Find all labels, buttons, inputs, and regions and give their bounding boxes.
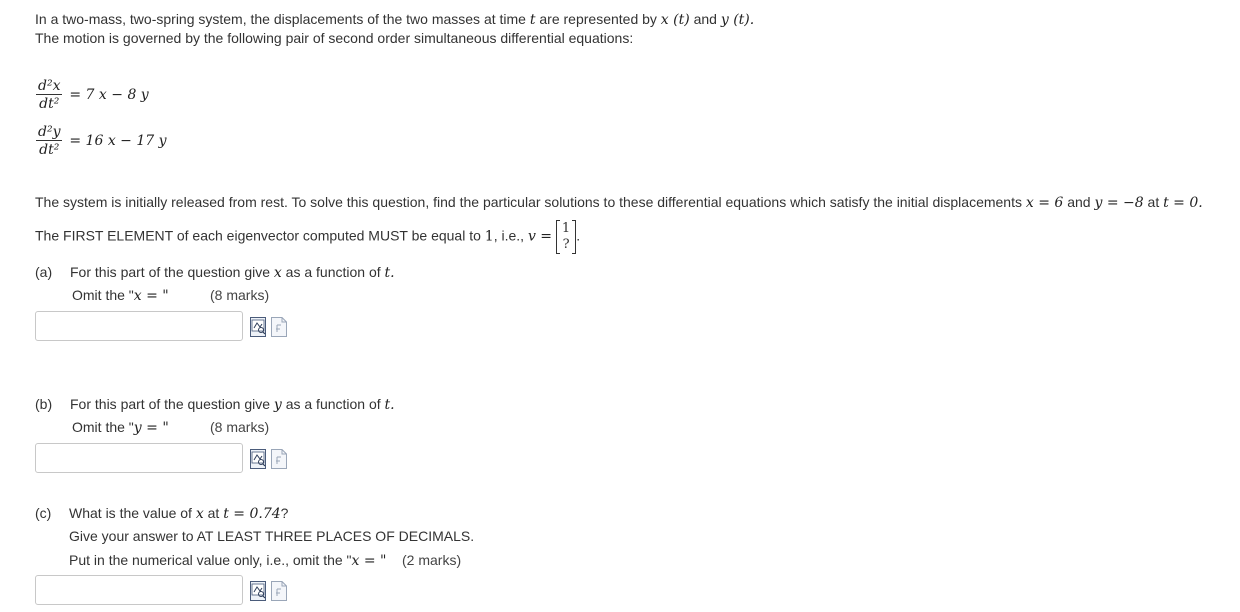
conditions-text: at: [1143, 194, 1164, 210]
part-a-answer-input[interactable]: [35, 311, 243, 341]
conditions-text: and: [1063, 194, 1095, 210]
preview-icon[interactable]: [250, 581, 266, 601]
var-t: t.: [384, 265, 395, 281]
var-x: x: [195, 506, 204, 522]
eq1-numerator: d²x: [38, 78, 61, 94]
var-t: t.: [384, 397, 395, 413]
var-xt: x (t): [660, 12, 690, 28]
intro-line-2: The motion is governed by the following pair of second order simultaneous differential equations:: [35, 30, 634, 46]
equation-2: [36, 124, 167, 159]
var-y: y: [273, 397, 282, 413]
part-a-omit: [72, 287, 169, 304]
part-b-question: [70, 396, 395, 413]
part-c-text: What is the value of: [69, 505, 196, 521]
omit-text: = ": [359, 553, 387, 569]
formula-editor-icon[interactable]: [271, 317, 287, 337]
part-b-omit: [72, 419, 169, 436]
y-initial: y = −8: [1094, 195, 1144, 211]
intro-text: In a two-mass, two-spring system, the displacements of the two masses at time: [35, 11, 530, 27]
formula-editor-icon[interactable]: [271, 581, 287, 601]
eq2-denominator: dt²: [39, 142, 60, 158]
eq1-denominator: dt²: [39, 96, 60, 112]
omit-text: = ": [141, 288, 169, 304]
preview-icon[interactable]: [250, 449, 266, 469]
x-initial: x = 6: [1025, 195, 1064, 211]
part-a-question: [70, 264, 395, 281]
part-c-answer-input[interactable]: [35, 575, 243, 605]
eigen-top: 1: [561, 221, 571, 236]
part-a-text: as a function of: [281, 264, 385, 280]
var-x: x: [273, 265, 282, 281]
part-b-answer-input[interactable]: [35, 443, 243, 473]
part-c-text: ?: [280, 505, 289, 521]
part-a-label: (a): [35, 264, 53, 280]
intro-text: are represented by: [535, 11, 661, 27]
intro-line-1: [35, 11, 754, 28]
eigen-bottom: ?: [562, 237, 570, 252]
part-b-text: as a function of: [281, 396, 385, 412]
part-b-text: For this part of the question give: [70, 396, 274, 412]
eigen-text: The FIRST ELEMENT of each eigenvector computed MUST be equal to: [35, 227, 485, 244]
var-x: x: [351, 553, 360, 569]
part-c-text: at: [203, 505, 224, 521]
omit-text: Put in the numerical value only, i.e., omit the ": [69, 552, 352, 568]
eq1-fraction: [36, 78, 62, 113]
formula-editor-icon[interactable]: [271, 449, 287, 469]
eigen-dot: .: [576, 227, 581, 244]
var-yt: y (t).: [720, 12, 755, 28]
omit-text: Omit the ": [72, 419, 134, 435]
eigen-one: 1: [484, 228, 494, 245]
t-initial: t = 0.: [1163, 195, 1203, 211]
eq1-rhs: = 7 x − 8 y: [69, 87, 149, 104]
eigenvector-note: [35, 220, 580, 254]
preview-icon[interactable]: [250, 317, 266, 337]
var-t: t: [529, 12, 536, 28]
part-c-question: [69, 505, 288, 522]
eigenvector-matrix: [556, 220, 576, 254]
part-c-label: (c): [35, 505, 52, 521]
eq2-rhs: = 16 x − 17 y: [69, 133, 167, 150]
eigen-v: v =: [527, 228, 553, 245]
part-c-precision: Give your answer to AT LEAST THREE PLACES OF DECIMALS.: [69, 528, 475, 544]
eigen-text: , i.e.,: [493, 227, 528, 244]
part-b-label: (b): [35, 396, 53, 412]
part-c-omit: [69, 552, 387, 569]
initial-conditions: [35, 194, 1203, 211]
eq2-numerator: d²y: [38, 124, 61, 140]
part-a-marks: (8 marks): [210, 287, 270, 303]
part-a-text: For this part of the question give: [70, 264, 274, 280]
omit-text: Omit the ": [72, 287, 134, 303]
conditions-text: The system is initially released from rest. To solve this question, find the particular solutions to these differential equations which satisfy the initial displacements: [35, 194, 1026, 210]
eq2-fraction: [36, 124, 62, 159]
omit-text: = ": [141, 420, 169, 436]
part-c-marks: (2 marks): [402, 552, 462, 568]
var-y: y: [133, 420, 142, 436]
t-value: t = 0.74: [223, 506, 281, 522]
part-b-marks: (8 marks): [210, 419, 270, 435]
var-x: x: [133, 288, 142, 304]
intro-text: and: [689, 11, 721, 27]
equation-1: [36, 78, 149, 113]
